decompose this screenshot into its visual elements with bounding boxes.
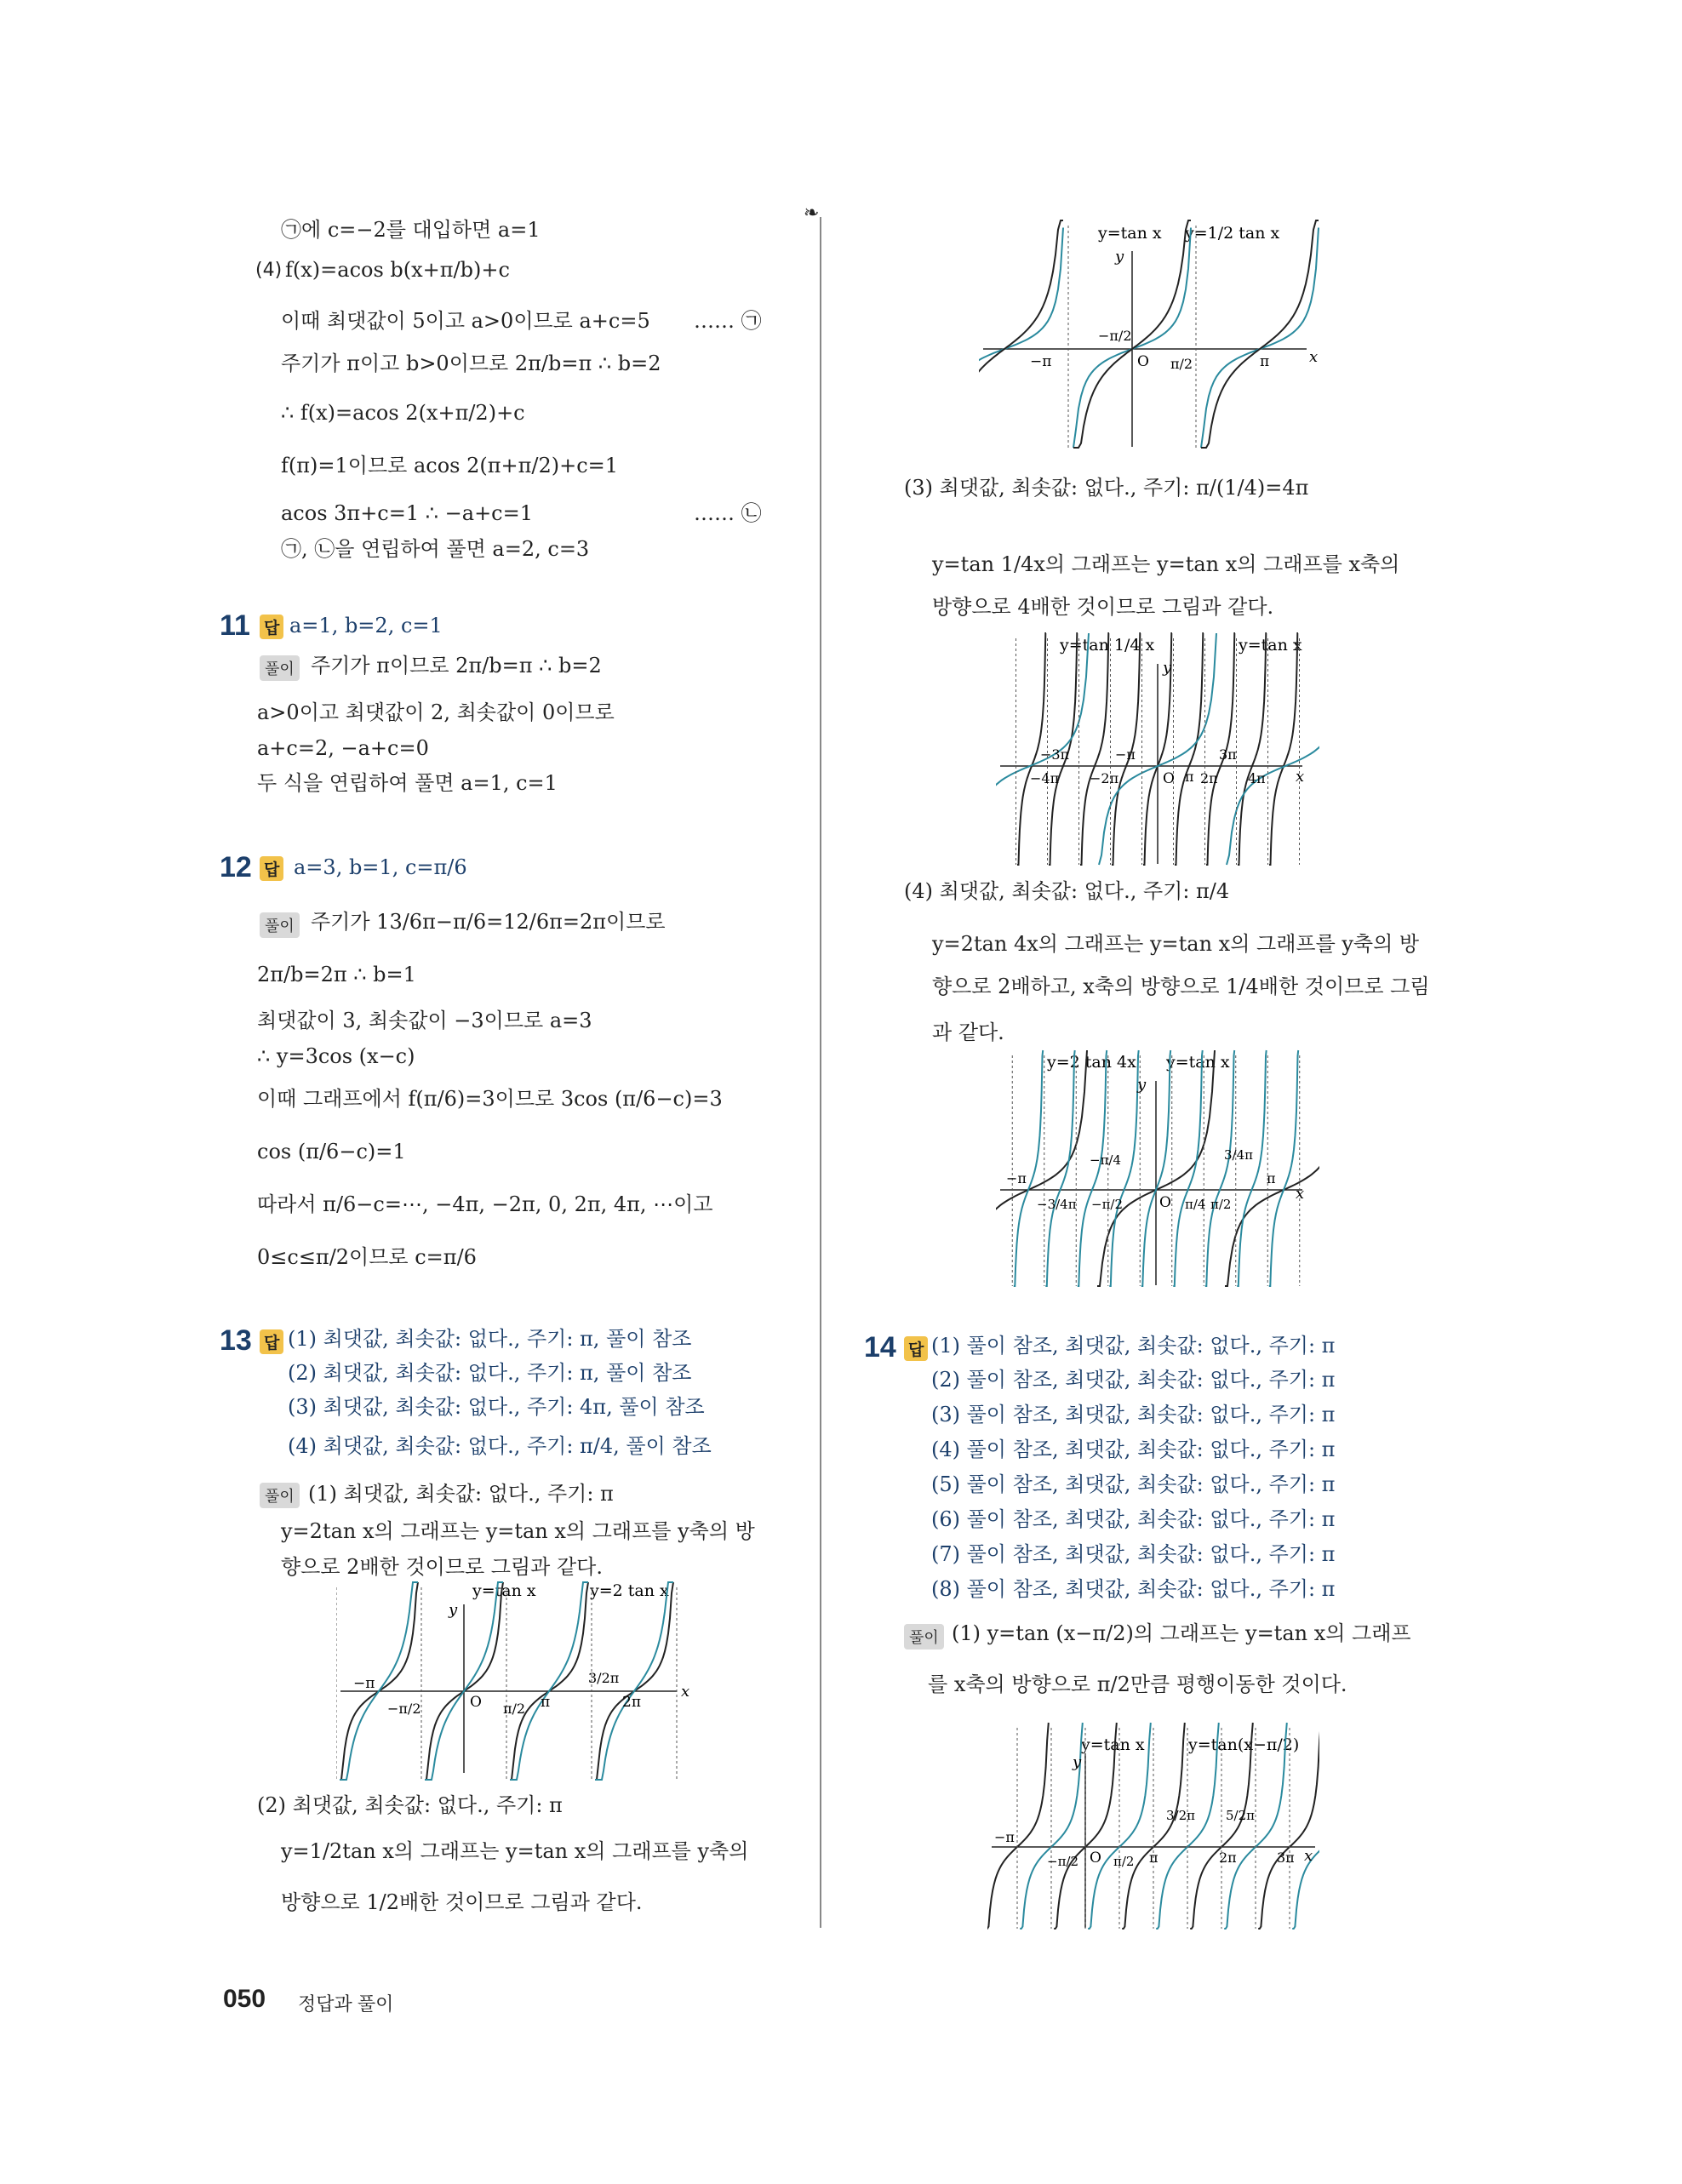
tick-label: −π/4 (1090, 1152, 1122, 1168)
tick-label: −π/2 (387, 1701, 421, 1717)
text-line: y=2tan 4x의 그래프는 y=tan x의 그래프를 y축의 방 (932, 932, 1420, 956)
solution-badge-label: 풀이 (260, 1483, 300, 1508)
answer-text: (1) 최댓값, 최솟값: 없다., 주기: π, 풀이 참조 (288, 1327, 692, 1351)
text-line: 두 식을 연립하여 풀면 a=1, c=1 (257, 771, 558, 795)
tick-label: π (1260, 353, 1270, 370)
tick-label: 4π (1248, 770, 1266, 786)
solution-badge (260, 912, 300, 938)
answer-badge (260, 856, 283, 881)
solution-badge (260, 655, 300, 681)
tick-label: x (1309, 348, 1319, 366)
text-line: 최댓값이 3, 최솟값이 −3이므로 a=3 (257, 1009, 592, 1032)
problem-number: 14 (864, 1331, 896, 1364)
curve-branch (1237, 1050, 1266, 1286)
tick-label: −3/4π (1037, 1197, 1077, 1212)
tick-label: y (1115, 248, 1124, 266)
tick-label: −2π (1090, 770, 1119, 786)
problem-number: 12 (220, 851, 252, 883)
tick-label: −3π (1040, 746, 1070, 763)
curve-group (336, 1582, 677, 1780)
tick-label: 3/2π (1166, 1808, 1195, 1823)
curve-branch (1109, 1050, 1138, 1286)
tick-label: x (1296, 768, 1305, 786)
graph-label: y=2 tan x (590, 1581, 669, 1600)
answer-text: (4) 최댓값, 최솟값: 없다., 주기: π/4, 풀이 참조 (288, 1434, 712, 1458)
answer-text: a=3, b=1, c=π/6 (294, 855, 467, 879)
tick-label: −π/2 (1091, 1197, 1124, 1212)
graph-2tan4x (996, 1047, 1319, 1289)
tick-label: 2π (622, 1694, 641, 1711)
answer-text: (2) 풀이 참조, 최댓값, 최솟값: 없다., 주기: π (931, 1368, 1336, 1392)
text-line: ㉠에 c=−2를 대입하면 a=1 (281, 218, 541, 242)
problem-number: 13 (220, 1324, 252, 1357)
answer-text: (1) 풀이 참조, 최댓값, 최솟값: 없다., 주기: π (931, 1334, 1336, 1358)
answer-badge-label: 답 (260, 615, 283, 639)
text-line: 방향으로 1/2배한 것이므로 그림과 같다. (281, 1890, 643, 1914)
text-line: acos 3π+c=1 ∴ −a+c=1 (281, 501, 533, 525)
curve-branch (979, 220, 1063, 448)
tick-label: y (1073, 1753, 1082, 1771)
graph-label: y=2 tan 4x (1047, 1053, 1136, 1072)
solution-badge (260, 1483, 300, 1508)
answer-text: a=1, b=2, c=1 (289, 614, 443, 637)
curve-branch (510, 1582, 588, 1780)
item-marker: (4) (255, 260, 283, 281)
text-line: f(x)=acos b(x+π/b)+c (285, 258, 510, 282)
tick-label: 3π (1219, 746, 1237, 763)
text-line: (1) 최댓값, 최솟값: 없다., 주기: π (308, 1482, 614, 1506)
answer-text: (6) 풀이 참조, 최댓값, 최솟값: 없다., 주기: π (931, 1507, 1336, 1531)
tick-label: 3/2π (588, 1670, 620, 1686)
text-line: 이때 그래프에서 f(π/6)=3이므로 3cos (π/6−c)=3 (257, 1087, 723, 1111)
tick-label: O (1159, 1194, 1171, 1211)
text-line: 방향으로 4배한 것이므로 그림과 같다. (932, 595, 1274, 619)
tick-label: x (681, 1683, 690, 1701)
text-line: a+c=2, −a+c=0 (257, 736, 429, 760)
tick-label: 5/2π (1226, 1808, 1255, 1823)
graph-tan-shift (987, 1719, 1319, 1932)
tick-label: −4π (1030, 770, 1060, 786)
answer-text: (4) 풀이 참조, 최댓값, 최솟값: 없다., 주기: π (931, 1438, 1336, 1461)
tick-label: −π (353, 1675, 375, 1692)
curve-branch (1078, 1050, 1107, 1286)
text-line: y=1/2tan x의 그래프는 y=tan x의 그래프를 y축의 (281, 1839, 749, 1863)
graph-label: y=tan(x−π/2) (1188, 1735, 1300, 1754)
text-line: (2) 최댓값, 최솟값: 없다., 주기: π (257, 1793, 563, 1817)
curve-group (979, 220, 1319, 448)
curve-branch (1238, 633, 1267, 865)
graph-label: y=tan x (1166, 1053, 1230, 1072)
ornament-icon: ❧ (804, 203, 820, 224)
tick-label: x (1296, 1185, 1305, 1203)
graph-label: y=tan x (1081, 1735, 1145, 1754)
equation-tag: …… ㉠ (694, 309, 762, 333)
text-line: 를 x축의 방향으로 π/2만큼 평행이동한 것이다. (928, 1672, 1347, 1696)
graph-tan-half-tan (979, 217, 1319, 455)
page-number: 050 (223, 1985, 266, 2013)
text-line: 주기가 13/6π−π/6=12/6π=2π이므로 (311, 910, 666, 934)
answer-text: (2) 최댓값, 최솟값: 없다., 주기: π, 풀이 참조 (288, 1361, 692, 1385)
text-line: cos (π/6−c)=1 (257, 1140, 406, 1163)
tick-label: O (470, 1694, 482, 1711)
tick-label: O (1163, 770, 1175, 787)
curve-branch (1045, 1050, 1074, 1286)
curve-branch (1173, 1050, 1202, 1286)
answer-badge-label: 답 (260, 856, 283, 881)
graph-label: y=tan x (1098, 224, 1162, 243)
answer-text: (5) 풀이 참조, 최댓값, 최솟값: 없다., 주기: π (931, 1472, 1336, 1496)
graph-label: y=tan 1/4 x (1060, 636, 1155, 655)
text-line: (1) y=tan (x−π/2)의 그래프는 y=tan x의 그래프 (952, 1621, 1411, 1645)
text-line: (4) 최댓값, 최솟값: 없다., 주기: π/4 (904, 879, 1230, 903)
curve-branch (1201, 228, 1319, 449)
tick-label: π (541, 1694, 551, 1711)
graph-label: y=tan x (472, 1581, 536, 1600)
curve-branch (1201, 220, 1319, 448)
graph-label: y=1/2 tan x (1185, 224, 1280, 243)
text-line: a>0이고 최댓값이 2, 최솟값이 0이므로 (257, 700, 615, 724)
tick-label: π/2 (1170, 356, 1193, 372)
answer-text: (7) 풀이 참조, 최댓값, 최솟값: 없다., 주기: π (931, 1542, 1336, 1566)
answer-badge-label: 답 (260, 1329, 283, 1354)
text-line: ∴ f(x)=acos 2(x+π/2)+c (281, 401, 525, 425)
text-line: 과 같다. (932, 1021, 1004, 1044)
text-line: 주기가 π이고 b>0이므로 2π/b=π ∴ b=2 (281, 352, 661, 375)
text-line: 향으로 2배하고, x축의 방향으로 1/4배한 것이므로 그림 (932, 975, 1430, 998)
curve-group (996, 1050, 1319, 1286)
tick-label: π/4 (1185, 1197, 1206, 1212)
answer-badge-label: 답 (904, 1336, 928, 1361)
tick-label: 2π (1200, 770, 1218, 786)
answer-text: (8) 풀이 참조, 최댓값, 최솟값: 없다., 주기: π (931, 1577, 1336, 1601)
curve-branch (1205, 1050, 1234, 1286)
tick-label: −π (994, 1829, 1015, 1845)
tick-label: y (1163, 659, 1172, 677)
text-line: 0≤c≤π/2이므로 c=π/6 (257, 1245, 477, 1269)
text-line: ∴ y=3cos (x−c) (257, 1044, 415, 1068)
tick-label: π/2 (503, 1701, 526, 1717)
curve-branch (1269, 633, 1298, 865)
text-line: y=2tan x의 그래프는 y=tan x의 그래프를 y축의 방 (281, 1519, 755, 1543)
answer-badge (260, 615, 283, 639)
page-footer-title: 정답과 풀이 (298, 1993, 394, 2015)
text-line: y=tan 1/4x의 그래프는 y=tan x의 그래프를 x축의 (932, 552, 1400, 576)
tick-label: −π (1115, 746, 1136, 763)
text-line: 주기가 π이므로 2π/b=π ∴ b=2 (311, 654, 602, 677)
tick-label: y (1137, 1076, 1147, 1094)
text-line: f(π)=1이므로 acos 2(π+π/2)+c=1 (281, 454, 619, 477)
graph-tan-2tan (336, 1579, 694, 1783)
column-divider (820, 217, 821, 1928)
tick-label: y (449, 1601, 458, 1619)
curve-branch (340, 1582, 418, 1780)
answer-text: (3) 풀이 참조, 최댓값, 최솟값: 없다., 주기: π (931, 1403, 1336, 1426)
graph-label: y=tan x (1239, 636, 1302, 655)
tick-label: −π/2 (1047, 1854, 1079, 1869)
solution-badge-label: 풀이 (260, 912, 300, 938)
answer-badge (904, 1336, 928, 1361)
tick-label: −π/2 (1098, 328, 1132, 344)
tick-label: π (1185, 769, 1194, 785)
text-line: ㉠, ㉡을 연립하여 풀면 a=2, c=3 (281, 537, 590, 561)
solution-badge-label: 풀이 (904, 1624, 944, 1649)
text-line: 따라서 π/6−c=⋯, −4π, −2π, 0, 2π, 4π, ⋯이고 (257, 1192, 713, 1216)
tick-label: 2π (1219, 1850, 1237, 1866)
graph-tan-quarter (996, 630, 1319, 868)
tick-label: π/2 (1210, 1197, 1232, 1212)
tick-label: π (1149, 1850, 1159, 1866)
tick-label: O (1137, 353, 1149, 370)
answer-text: (3) 최댓값, 최솟값: 없다., 주기: 4π, 풀이 참조 (288, 1395, 705, 1419)
solution-badge-label: 풀이 (260, 655, 300, 681)
tick-label: 3/4π (1224, 1147, 1253, 1163)
text-line: (3) 최댓값, 최솟값: 없다., 주기: π/(1/4)=4π (904, 476, 1309, 500)
tick-label: −π (1006, 1170, 1027, 1186)
curve-branch (1269, 1050, 1298, 1286)
solution-badge (904, 1624, 944, 1649)
tick-label: 3π (1277, 1850, 1295, 1866)
tick-label: O (1090, 1850, 1101, 1867)
tick-label: π (1267, 1170, 1276, 1186)
tick-label: x (1304, 1847, 1313, 1865)
text-line: 향으로 2배한 것이므로 그림과 같다. (281, 1555, 603, 1579)
curve-branch (1014, 1050, 1043, 1286)
equation-tag: …… ㉡ (694, 501, 762, 525)
curve-branch (987, 1723, 1049, 1929)
text-line: 2π/b=2π ∴ b=1 (257, 963, 416, 986)
problem-number: 11 (220, 609, 250, 642)
curve-branch (979, 228, 1063, 449)
tick-label: π/2 (1113, 1854, 1135, 1869)
text-line: 이때 최댓값이 5이고 a>0이므로 a+c=5 (281, 309, 650, 333)
answer-badge (260, 1329, 283, 1354)
tick-label: −π (1030, 353, 1052, 370)
